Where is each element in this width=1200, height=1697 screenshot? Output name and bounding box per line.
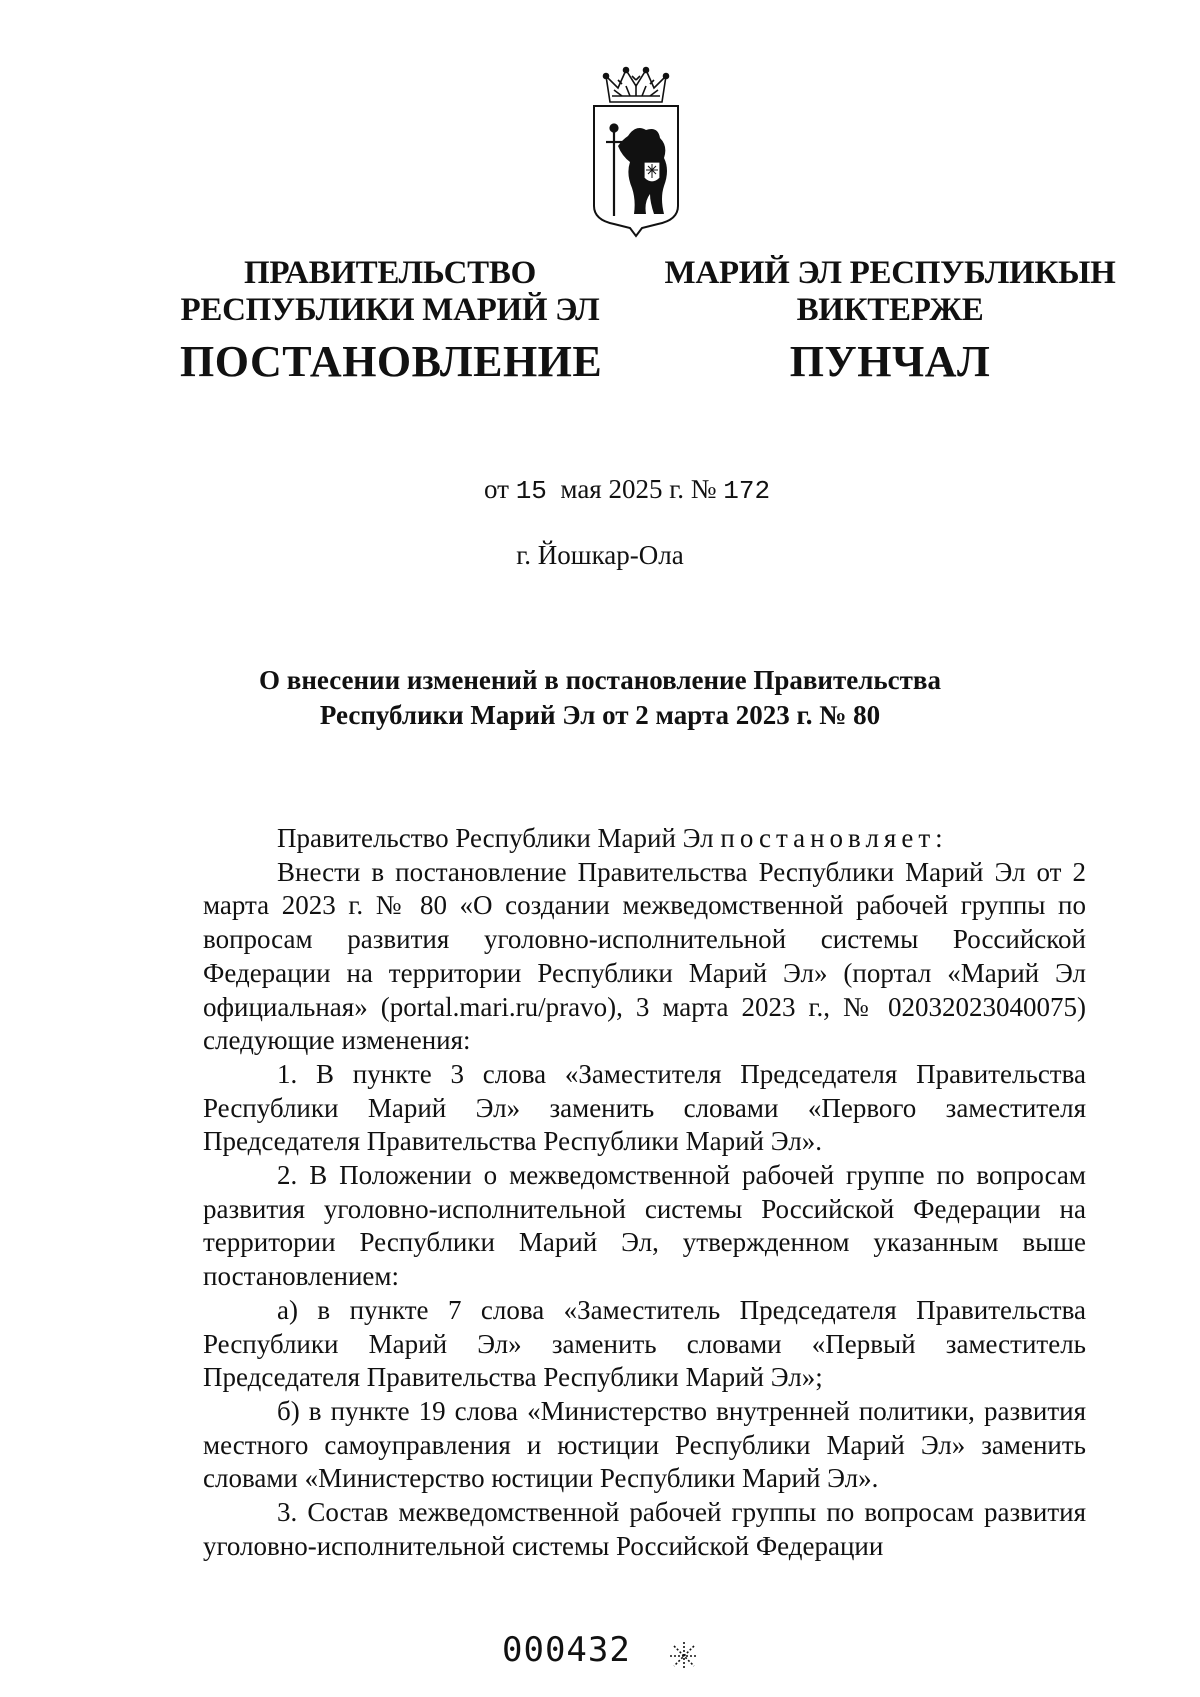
date-month-year: мая 2025 г. № <box>560 474 717 504</box>
doc-type-ru: ПОСТАНОВЛЕНИЕ <box>180 337 603 386</box>
intro-verb: постановляет: <box>720 823 948 853</box>
paragraph-item-2a: а) в пункте 7 слова «Заместитель Председателя Правительства Республики Марий Эл» заменить словами «Первый заместитель Председателя Правительства Республики Марий Эл»; <box>203 1294 1086 1393</box>
org-name-ru-line1: ПРАВИТЕЛЬСТВО <box>244 255 536 291</box>
date-day: 15 <box>515 476 547 506</box>
paragraph-item-2b: б) в пункте 19 слова «Министерство внутренней политики, развития местного самоуправления и юстиции Республики Марий Эл» заменить словами «Министерство юстиции Республики Марий Эл». <box>203 1395 1086 1494</box>
org-name-mari-line2: ВИКТЕРЖЕ <box>796 292 984 328</box>
paragraph-item-1: 1. В пункте 3 слова «Заместителя Председателя Правительства Республики Марий Эл» заменить словами «Первого заместителя Председателя Правительства Республики Марий Эл». <box>203 1058 1086 1157</box>
date-prefix: от <box>484 474 509 504</box>
header-left <box>180 255 603 386</box>
document-title <box>150 663 1050 733</box>
intro-paragraph <box>203 822 1086 856</box>
paragraph-item-3: 3. Состав межведомственной рабочей группы по вопросам развития уголовно-исполнительной системы Российской Федерации <box>203 1497 1086 1561</box>
intro-lead: Правительство Республики Марий Эл <box>277 823 714 853</box>
org-name-mari-line1: МАРИЙ ЭЛ РЕСПУБЛИКЫН <box>664 255 1116 291</box>
date-line <box>484 474 770 506</box>
paragraph-item-2: 2. В Положении о межведомственной рабочей группе по вопросам развития уголовно-исполнительной системы Российской Федерации на территории Республики Марий Эл, утвержденном указанным выше постановлением: <box>203 1160 1086 1292</box>
document-body <box>203 822 1086 1563</box>
paragraph-main: Внести в постановление Правительства Республики Марий Эл от 2 марта 2023 г. № 80 «О создании межведомственной рабочей группы по вопросам развития уголовно-исполнительной системы Российской Федерации на территории Республики Марий Эл» (портал «Марий Эл официальная» (portal.mari.ru/pravo), 3 марта 2023 г., № 02032023040075) следующие изменения: <box>203 856 1086 1056</box>
city: г. Йошкар-Ола <box>516 540 684 570</box>
coat-of-arms-icon <box>588 66 684 238</box>
header-right <box>660 255 1120 386</box>
org-name-ru-line2: РЕСПУБЛИКИ МАРИЙ ЭЛ <box>180 292 600 328</box>
serial-number: 000432 <box>502 1630 631 1670</box>
snowflake-mark-icon <box>668 1640 700 1672</box>
title-line-1: О внесении изменений в постановление Правительства <box>259 665 941 695</box>
doc-number: 172 <box>723 476 771 506</box>
title-line-2: Республики Марий Эл от 2 марта 2023 г. № 80 <box>319 700 881 730</box>
doc-type-mari: ПУНЧАЛ <box>789 337 991 386</box>
